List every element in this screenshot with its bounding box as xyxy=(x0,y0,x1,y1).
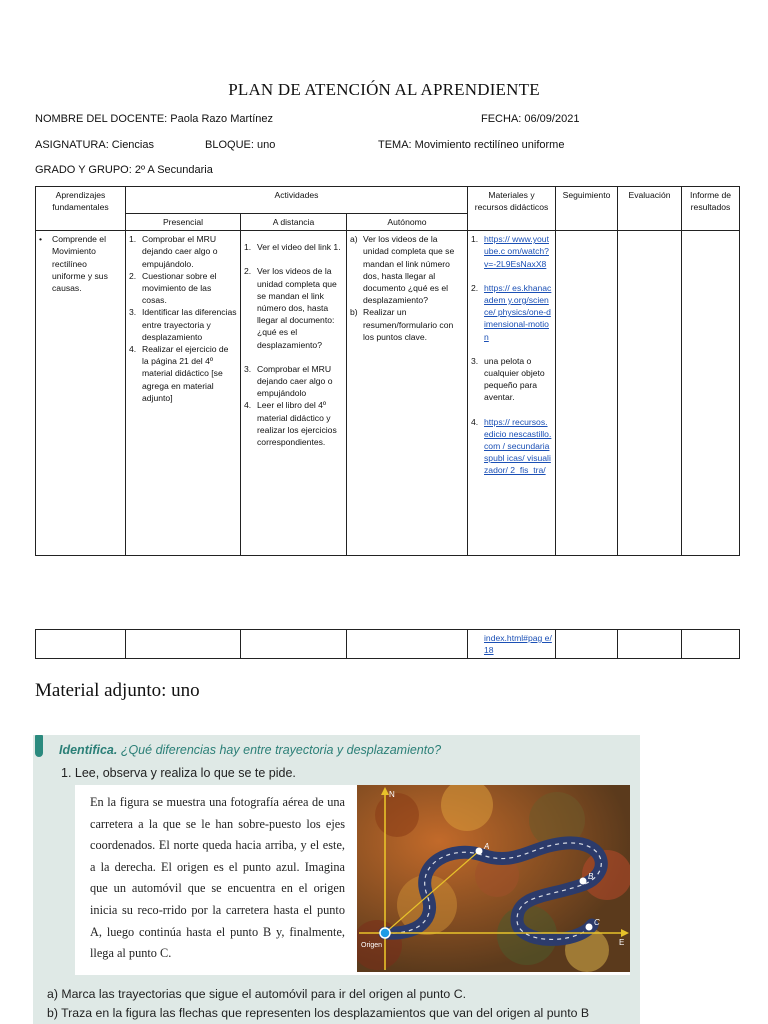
plan-table-continued xyxy=(35,629,740,659)
north-label: N xyxy=(389,790,395,799)
castillo-link[interactable]: https:// recursos.edicio nescastillo.com / secundariaspubl icas/ visualizador/ 2_fis_tra/ xyxy=(484,416,552,476)
exercise-panel xyxy=(75,785,630,975)
aerial-road-photo xyxy=(357,785,630,972)
attachment-heading: Material adjunto: uno xyxy=(35,680,200,701)
section-heading: Identifica. ¿Qué diferencias hay entre trayectoria y desplazamiento? xyxy=(59,743,442,757)
informe-cell xyxy=(682,231,740,556)
bullet-marker: • xyxy=(39,234,43,245)
check-icon xyxy=(35,735,43,757)
evaluacion-cell xyxy=(618,231,682,556)
exercise-paragraph: En la figura se muestra una fotografía aérea de una carretera a la que se le han sobre-puesto los ejes coordenados. El norte queda hacia arriba, y el este, a la derecha. El origen es el punto azul. Imagina que un automóvil que se encuentra en el origen inicia su reco-rrido por la carretera hasta el punto A, luego continúa hasta el punto B y, finalmente, llega al punto C. xyxy=(90,795,345,961)
aprendizaje-text: Comprende el Movimiento rectilíneo uniforme y sus causas. xyxy=(52,234,108,294)
aprendizaje-cell xyxy=(36,231,126,556)
khanacademy-link[interactable]: https:// es.khanacadem y.org/science/ physics/one-dimensional-motion xyxy=(484,282,552,342)
seguimiento-cell xyxy=(556,231,618,556)
table-row xyxy=(36,231,740,556)
list-item: 4. https:// recursos.edicio nescastillo.com / secundariaspubl icas/ visualizador/ 2_fis_tra/ xyxy=(471,416,552,476)
point-b-label: B xyxy=(588,872,594,881)
point-a-label: A xyxy=(484,842,490,851)
header-aprendizajes: Aprendizajes fundamentales xyxy=(36,187,126,231)
plan-table xyxy=(35,186,740,556)
document-title: PLAN DE ATENCIÓN AL APRENDIENTE xyxy=(228,80,540,99)
header-evaluacion: Evaluación xyxy=(618,187,682,231)
topic: TEMA: Movimiento rectilíneo uniforme xyxy=(378,139,565,151)
castillo-link-continued[interactable]: index.html#pag e/18 xyxy=(484,633,552,656)
list-item: 2. Cuestionar sobre el movimiento de las cosas. xyxy=(129,270,217,306)
subject: ASIGNATURA: Ciencias xyxy=(35,139,154,151)
list-item: 4. Realizar el ejercicio de la página 21 del 4º material didáctico [se agrega en material adjunto] xyxy=(129,344,229,403)
list-item: b) Realizar un resumen/formulario con los puntos clave. xyxy=(350,307,454,342)
point-c-label: C xyxy=(594,918,600,927)
youtube-link[interactable]: https:// www.youtube.c om/watch?v=-2L9EsNaxX8 xyxy=(484,234,549,269)
presencial-cell xyxy=(126,231,241,556)
distancia-cell xyxy=(241,231,347,556)
header-autonomo: Autónomo xyxy=(347,214,468,231)
exercise-item-b: b) Traza en la figura las flechas que representen los desplazamientos que van del origen al punto B xyxy=(47,1006,590,1020)
list-item: 3. una pelota o cualquier objeto pequeño para aventar. xyxy=(471,355,545,403)
date: FECHA: 06/09/2021 xyxy=(481,113,580,125)
east-label: E xyxy=(619,938,625,947)
header-materiales: Materiales y recursos didácticos xyxy=(468,187,556,231)
block: BLOQUE: uno xyxy=(205,139,276,151)
list-item: 2. https:// es.khanacadem y.org/science/ physics/one-dimensional-motion xyxy=(471,282,552,342)
header-informe: Informe de resultados xyxy=(682,187,740,231)
materiales-cell xyxy=(468,231,556,556)
instruction: 1. Lee, observa y realiza lo que se te pide. xyxy=(61,766,296,780)
list-item: 1. https:// www.youtube.c om/watch?v=-2L9EsNaxX8 xyxy=(471,233,552,270)
list-item: 2. Ver los videos de la unidad completa que se mandan el link número dos, hasta llegar al documento: ¿qué es el desplazamiento? xyxy=(244,266,337,350)
header-seguimiento: Seguimiento xyxy=(556,187,618,231)
header-presencial: Presencial xyxy=(126,214,241,231)
list-item: 4. Leer el libro del 4º material didáctico y realizar los ejercicios correspondientes. xyxy=(244,400,337,448)
teacher-name: NOMBRE DEL DOCENTE: Paola Razo Martínez xyxy=(35,113,273,125)
grade-group: GRADO Y GRUPO: 2º A Secundaria xyxy=(35,164,213,176)
textbook-excerpt xyxy=(33,735,640,1024)
list-item: 3. Comprobar el MRU dejando caer algo o empujándolo xyxy=(244,363,333,399)
list-item: 1. Comprobar el MRU dejando caer algo o empujándolo. xyxy=(129,234,218,269)
header-actividades: Actividades xyxy=(126,187,468,214)
origin-label: Origen xyxy=(361,942,383,949)
list-item: a) Ver los videos de la unidad completa que se mandan el link número dos, hasta llegar al documento ¿qué es el desplazamiento? xyxy=(350,234,455,306)
list-item: 3. Identificar las diferencias entre trayectoria y desplazamiento xyxy=(129,307,237,342)
table-row xyxy=(36,630,740,659)
list-item: 1. Ver el video del link 1. xyxy=(244,242,341,253)
exercise-item-a: a) Marca las trayectorias que sigue el automóvil para ir del origen al punto C. xyxy=(47,987,466,1001)
autonomo-cell xyxy=(347,231,468,556)
header-distancia: A distancia xyxy=(241,214,347,231)
